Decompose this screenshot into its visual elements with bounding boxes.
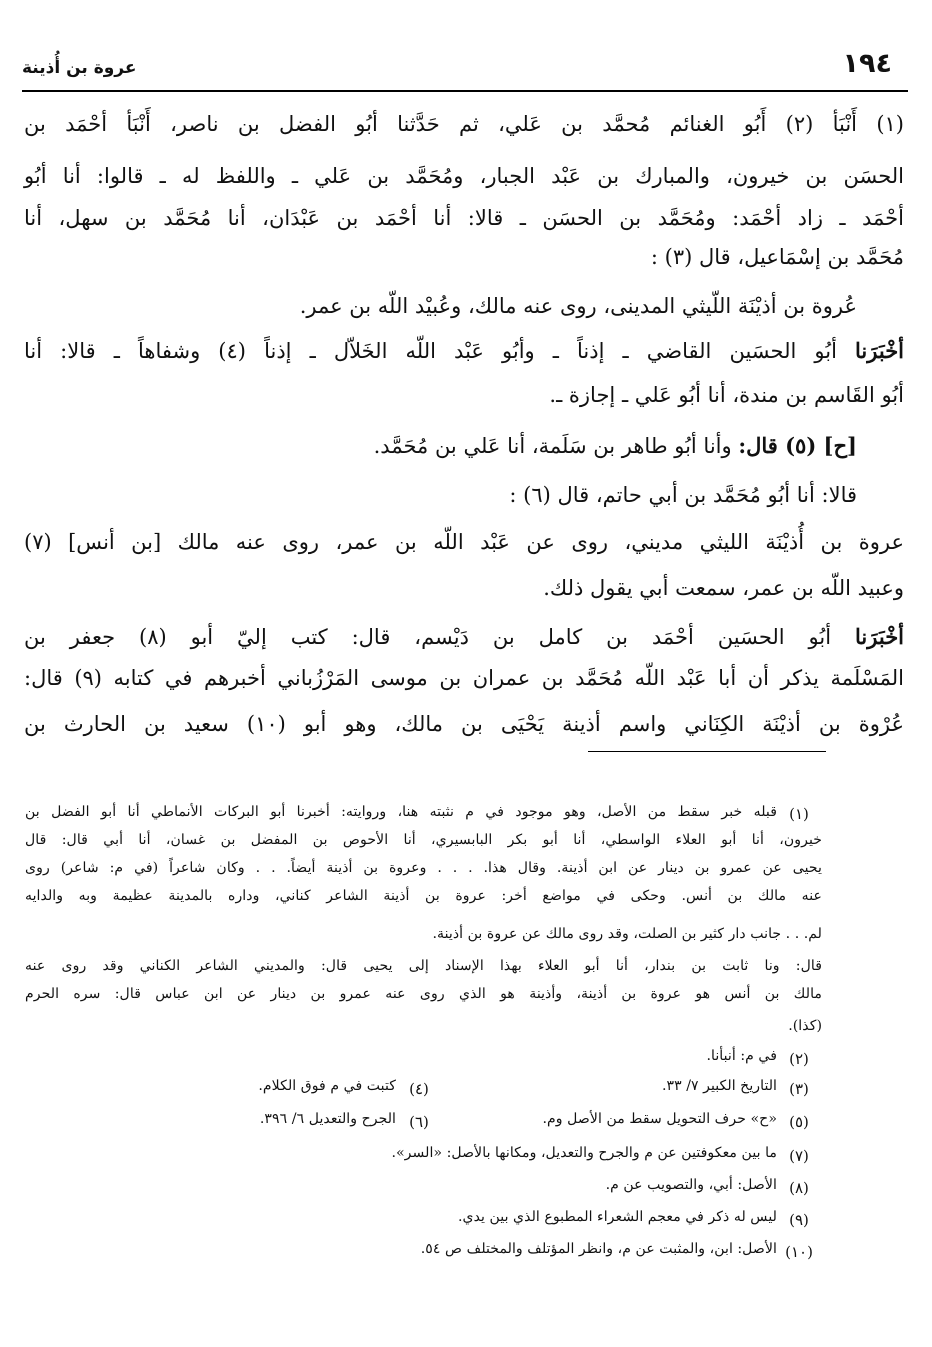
footnote-8-text: الأصل: أبي، والتصويب عن م. [605,1177,777,1193]
footnote-1-line-3: يحيى عن عمرو بن دينار عن ابن أذينة. وقال هذا. . . . وعروة بن أذينة أيضاً. . . وكان شاعراً (في م: شاعر) روى [25,860,822,876]
tahwil-marker: [ح] (٥) قال: [738,433,857,458]
body-line-6-text: أبُو الحسَين القاضي ـ إذناً ـ وأبُو عَبْد اللّه الخَلاّل ـ إذناً (٤) وشفاهاً ـ قالا: أنا [24,339,837,363]
body-line-9: قالا: أنا أبُو مُحَمَّد بن أبي حاتم، قال (٦) : [509,483,857,507]
body-line-6 [24,338,904,364]
footnote-9-text: ليس له ذكر في معجم الشعراء المطبوع الذي بين يدي. [457,1209,777,1225]
footnote-number: (٩) [789,1211,809,1229]
body-line-8-text: وأنا أبُو طاهر بن سَلَمة، أنا عَلي بن مُحَمَّد. [373,434,732,458]
body-line-3: أحْمَد ـ زاد أحْمَد: ومُحَمَّد بن الحسَن ـ قالا: أنا أحْمَد بن عَبْدَان، أنا مُحَمَّد بن سهل، أنا [24,206,904,230]
footnote-number: (٦) [409,1113,429,1131]
body-line-7: أبُو القَاسم بن مندة، أنا أبُو عَلي ـ إجازة ـ. [549,383,904,407]
header-rule [22,90,908,92]
footnote-number: (٥) [789,1113,809,1131]
footnote-number: (٤) [409,1080,429,1098]
narrator-entry-3: عُرْوة بن أذيْنَة الكِنَاني واسم أذينة يَحْيَى بن مالك، وهو أبو (١٠) سعيد بن الحارث بن [24,712,904,736]
body-line-8 [374,433,857,459]
footnote-number: (٣) [789,1080,809,1098]
footnote-number: (١) [789,805,809,823]
footnote-7-text: ما بين معكوفتين عن م والجرح والتعديل، ومكانها بالأصل: «السر». [391,1145,777,1161]
footnote-number: (١٠) [785,1243,813,1261]
footnote-1-line-6: قال: ونا ثابت بن بندار، أنا أبو العلاء بهذا الإسناد إلى يحيى قال: والمديني الشاعر الكناني وقد روى عنه [25,958,822,974]
akhbarana-heading: أخْبَرَنا [855,624,905,649]
footnote-separator [588,751,826,752]
footnote-6-text: الجرح والتعديل ٦/ ٣٩٦. [259,1111,396,1127]
body-line-1: (١) أَنْبَأ (٢) أَبُو الغنائم مُحمَّد بن عَلي، ثم حَدَّثنا أبُو الفضل بن ناصر، أَنْبَأ أحْمَد بن [24,112,904,136]
footnote-5-text: «ح» حرف التحويل سقط من الأصل وم. [542,1111,777,1127]
footnote-number: (٨) [789,1179,809,1197]
footnote-1-line-4: عنه مالك بن أنس. وحكى في مواضع أخر: عروة بن أذينة الشاعر كناني، وداره بالمدينة عظيمة وبه والدايه [25,888,822,904]
narrator-entry-2: عروة بن أُذيْنَة الليثي مديني، روى عن عَبْد اللّه بن عمر، روى عنه مالك [بن أنس] (٧) [24,530,904,554]
body-line-12-text: أبُو الحسَين أحْمَد بن كامل بن دَيْسم، قال: كتب إليّ أبو (٨) جعفر بن [24,625,832,649]
footnote-2-text: في م: أنبأنا. [706,1048,777,1064]
footnote-number: (٧) [789,1147,809,1165]
body-line-12 [24,624,904,650]
akhbarana-heading: أخْبَرَنا [855,338,905,363]
footnote-number: (٢) [789,1050,809,1068]
footnote-1-line-5: لم. . . جانب دار كثير بن الصلت، وقد روى مالك عن عروة بن أذينة. [432,926,822,942]
running-title: عروة بن أُذينة [22,58,137,78]
footnote-1-line-8: (كذا). [788,1018,822,1034]
narrator-entry-1: عُروة بن أذيْنَة اللّيثي المدينى، روى عنه مالك، وعُبيْد اللّه بن عمر. [299,294,857,318]
footnote-4-text: كتبت في م فوق الكلام. [258,1078,396,1094]
footnote-1-line-2: خيرون، أنا أبو العلاء الواسطي، أنا أبو بكر البابسيري، أنا الأحوص بن المفضل بن غسان، أنا أبي قال: قال [25,832,822,848]
body-line-4: مُحَمَّد بن إسْمَاعيل، قال (٣) : [650,245,904,269]
footnote-10-text: الأصل: ابن، والمثبت عن م، وانظر المؤتلف والمختلف ص ٥٤. [420,1241,777,1257]
body-line-2: الحسَن بن خيرون، والمبارك بن عَبْد الجبار، ومُحَمَّد بن عَلي ـ واللفظ له ـ قالوا: أنا أبُو [24,164,904,188]
body-line-11: وعبيد اللّه بن عمر، سمعت أبي يقول ذلك. [543,576,904,600]
footnote-1-line-7: مالك بن أنس هو عروة بن أذينة، وأذينة هو الذي روى عنه عمرو بن دينار عن ابن عباس قال: سره الحرم [25,986,822,1002]
footnote-3-text: التاريخ الكبير ٧/ ٣٣. [661,1078,777,1094]
footnote-1-line-1: قبله خبر سقط من الأصل، وهو موجود في م نثبته هنا، وروايته: أخبرنا أبو البركات الأنماطي أنا أبو الفضل بن [25,804,777,820]
body-line-13: المَسْلَمة يذكر أن أبا عَبْد اللّه مُحَمَّد بن عمران بن موسى المَرْزُباني أخبرهم في كتابه (٩) قال: [24,666,904,690]
page-number: ١٩٤ [842,48,892,79]
